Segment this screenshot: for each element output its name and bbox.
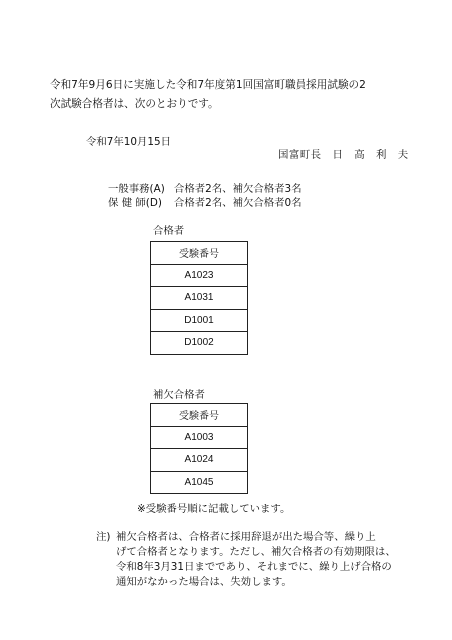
sort-order-note: ※受験番号順に記載しています。 (137, 503, 291, 515)
alternates-table-caption: 補欠合格者 (153, 389, 205, 401)
note-line-2: げて合格者となります。ただし、補欠合格者の有効期限は、 (116, 546, 396, 558)
note-line-1 (96, 530, 396, 545)
table-row: A1003 (151, 426, 248, 449)
note-line-3: 令和8年3月31日までであり、それまでに、繰り上げ合格の (116, 561, 392, 573)
table-header: 受験番号 (151, 404, 248, 427)
table-row: A1031 (151, 287, 248, 310)
note-marker: 注) (96, 531, 111, 543)
signer-name: 国富町長 日 高 利 夫 (278, 149, 409, 161)
category-general-affairs (108, 180, 302, 195)
intro-paragraph (50, 76, 400, 114)
passed-table (150, 241, 248, 355)
category-label: 一般事務(A) (108, 183, 165, 195)
category-detail: 合格者2名、補欠合格者0名 (174, 197, 302, 209)
category-public-health-nurse (108, 194, 302, 209)
table-row: A1045 (151, 471, 248, 494)
validity-note (96, 530, 396, 590)
table-row: D1001 (151, 309, 248, 332)
table-header: 受験番号 (151, 242, 248, 265)
intro-line-2: 次試験合格者は、次のとおりです。 (50, 98, 219, 110)
table-row: D1002 (151, 332, 248, 355)
intro-line-1: 令和7年9月6日に実施した令和7年度第1回国富町職員採用試験の2 (50, 79, 366, 91)
alternates-table (150, 403, 248, 494)
table-row: A1023 (151, 264, 248, 287)
category-label: 保 健 師(D) (108, 197, 162, 209)
category-detail: 合格者2名、補欠合格者3名 (174, 183, 302, 195)
announcement-date: 令和7年10月15日 (86, 136, 172, 148)
passed-table-caption: 合格者 (153, 225, 185, 237)
note-text-1: 補欠合格者は、合格者に採用辞退が出た場合等、繰り上 (116, 531, 376, 543)
table-row: A1024 (151, 449, 248, 472)
note-line-4: 通知がなかった場合は、失効します。 (116, 576, 292, 588)
